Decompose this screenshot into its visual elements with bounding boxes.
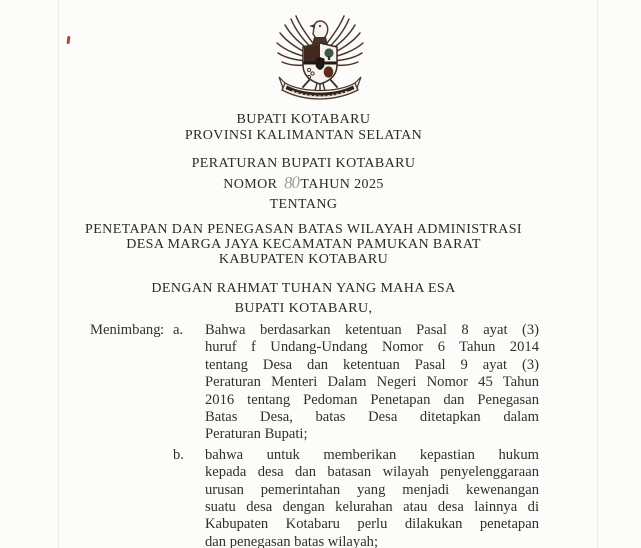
considerations-separator: : (160, 322, 165, 338)
consideration-a-line: Batas Desa, batas Desa ditetapkan dalam (205, 409, 539, 426)
consideration-b-line: urusan pemerintahan yang menjadi kewenangan (205, 481, 539, 498)
tentang-label: TENTANG (269, 197, 338, 212)
invocation-line: DENGAN RAHMAT TUHAN YANG MAHA ESA (151, 281, 456, 296)
subject-line: DESA MARGA JAYA KECAMATAN PAMUKAN BARAT (126, 237, 481, 253)
consideration-a-line: Peraturan Bupati; (205, 426, 308, 443)
consideration-b-line: Kabupaten Kotabaru perlu dilakukan penetapan (205, 516, 539, 533)
regulation-number-prefix: NOMOR (223, 177, 278, 192)
paper-edge-scan-line-left (58, 0, 59, 548)
consideration-item-b (205, 447, 539, 548)
consideration-a-line: Peraturan Menteri Dalam Negeri Nomor 45 Tahun (205, 374, 539, 391)
consideration-marker-a: a. (173, 322, 184, 338)
consideration-item-a (205, 322, 539, 444)
enacting-authority-line: BUPATI KOTABARU, (234, 301, 373, 316)
consideration-marker-b: b. (173, 446, 184, 463)
garuda-pancasila-emblem (272, 13, 368, 103)
paper-edge-scan-line-right (597, 0, 598, 548)
consideration-b-line: suatu desa dengan kelurahan atau desa lainnya di (205, 499, 539, 516)
consideration-a-line: 2016 tentang Pedoman Penetapan dan Penegasan (205, 391, 539, 408)
consideration-b-line: kepada desa dan batasan wilayah penyelenggaraan (205, 464, 539, 481)
consideration-a-line: huruf f Undang-Undang Nomor 6 Tahun 2014 (205, 339, 539, 356)
subject-line: PENETAPAN DAN PENEGASAN BATAS WILAYAH ADMINISTRASI (85, 222, 522, 237)
regulation-number-suffix: TAHUN 2025 (300, 177, 384, 192)
considerations-label: Menimbang (90, 322, 161, 338)
letterhead-authority-line: BUPATI KOTABARU (236, 112, 371, 127)
consideration-a-line: tentang Desa dan ketentuan Pasal 9 ayat (3) (205, 356, 539, 373)
subject-line: KABUPATEN KOTABARU (218, 252, 389, 268)
red-ink-artifact (66, 36, 70, 44)
letterhead (0, 112, 607, 143)
consideration-b-line: bahwa untuk memberikan kepastian hukum (205, 446, 539, 463)
handwritten-regulation-number: 80 (283, 172, 300, 193)
regulation-title: PERATURAN BUPATI KOTABARU (191, 156, 416, 171)
considerations-section (90, 322, 539, 548)
consideration-a-line: Bahwa berdasarkan ketentuan Pasal 8 ayat (3) (205, 322, 539, 338)
regulation-subject (0, 222, 607, 268)
consideration-b-line: dan penegasan batas wilayah; (205, 533, 379, 548)
letterhead-province-line: PROVINSI KALIMANTAN SELATAN (184, 127, 423, 143)
regulation-number-line (0, 172, 607, 193)
